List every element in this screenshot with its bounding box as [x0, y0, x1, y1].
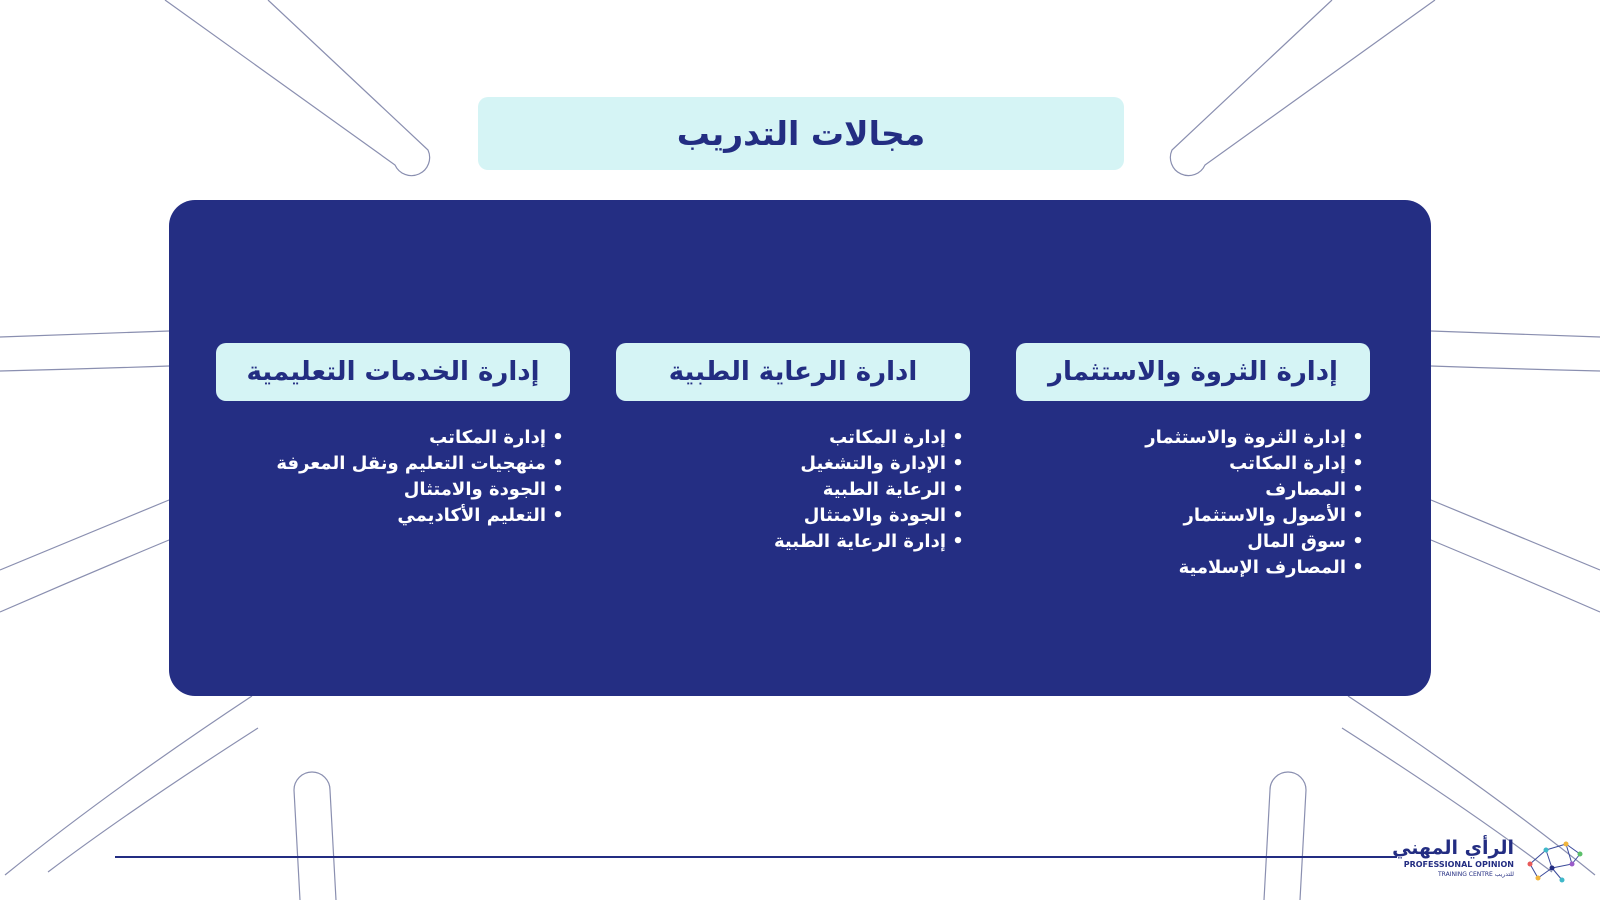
title-banner: [478, 97, 1124, 170]
list-item: • سوق المال: [1016, 529, 1370, 555]
column-heading: إدارة الثروة والاستثمار: [1048, 357, 1338, 387]
list-item: • الجودة والامتثال: [616, 503, 970, 529]
column-list: [216, 425, 570, 529]
list-item: • إدارة المكاتب: [216, 425, 570, 451]
list-item: • الأصول والاستثمار: [1016, 503, 1370, 529]
list-item: • منهجيات التعليم ونقل المعرفة: [216, 451, 570, 477]
logo-subtitle: TRAINING CENTRE للتدريب: [1437, 871, 1514, 878]
list-item: • إدارة الرعاية الطبية: [616, 529, 970, 555]
column-list: [616, 425, 970, 555]
list-item: • إدارة الثروة والاستثمار: [1016, 425, 1370, 451]
list-item: • المصارف الإسلامية: [1016, 555, 1370, 581]
column-heading: إدارة الخدمات التعليمية: [246, 357, 540, 387]
list-item: • المصارف: [1016, 477, 1370, 503]
list-item: • الرعاية الطبية: [616, 477, 970, 503]
list-item: • الإدارة والتشغيل: [616, 451, 970, 477]
logo-english-name: PROFESSIONAL OPINION: [1403, 860, 1514, 869]
column-medical-care: [616, 343, 970, 555]
list-item: • إدارة المكاتب: [1016, 451, 1370, 477]
list-item: • إدارة المكاتب: [616, 425, 970, 451]
training-fields-panel: [169, 200, 1431, 696]
column-heading: ادارة الرعاية الطبية: [668, 357, 918, 387]
company-logo: [1392, 834, 1586, 886]
list-item: • التعليم الأكاديمي: [216, 503, 570, 529]
column-list: [1016, 425, 1370, 581]
list-item: • الجودة والامتثال: [216, 477, 570, 503]
column-heading-box: [216, 343, 570, 401]
footer-divider: [115, 856, 1397, 858]
logo-network-icon: [1522, 834, 1586, 886]
column-heading-box: [1016, 343, 1370, 401]
page-title: مجالات التدريب: [676, 114, 926, 153]
column-educational-services: [216, 343, 570, 529]
logo-arabic-name: الرأي المهني: [1392, 837, 1514, 859]
column-wealth-management: [1016, 343, 1370, 581]
column-heading-box: [616, 343, 970, 401]
